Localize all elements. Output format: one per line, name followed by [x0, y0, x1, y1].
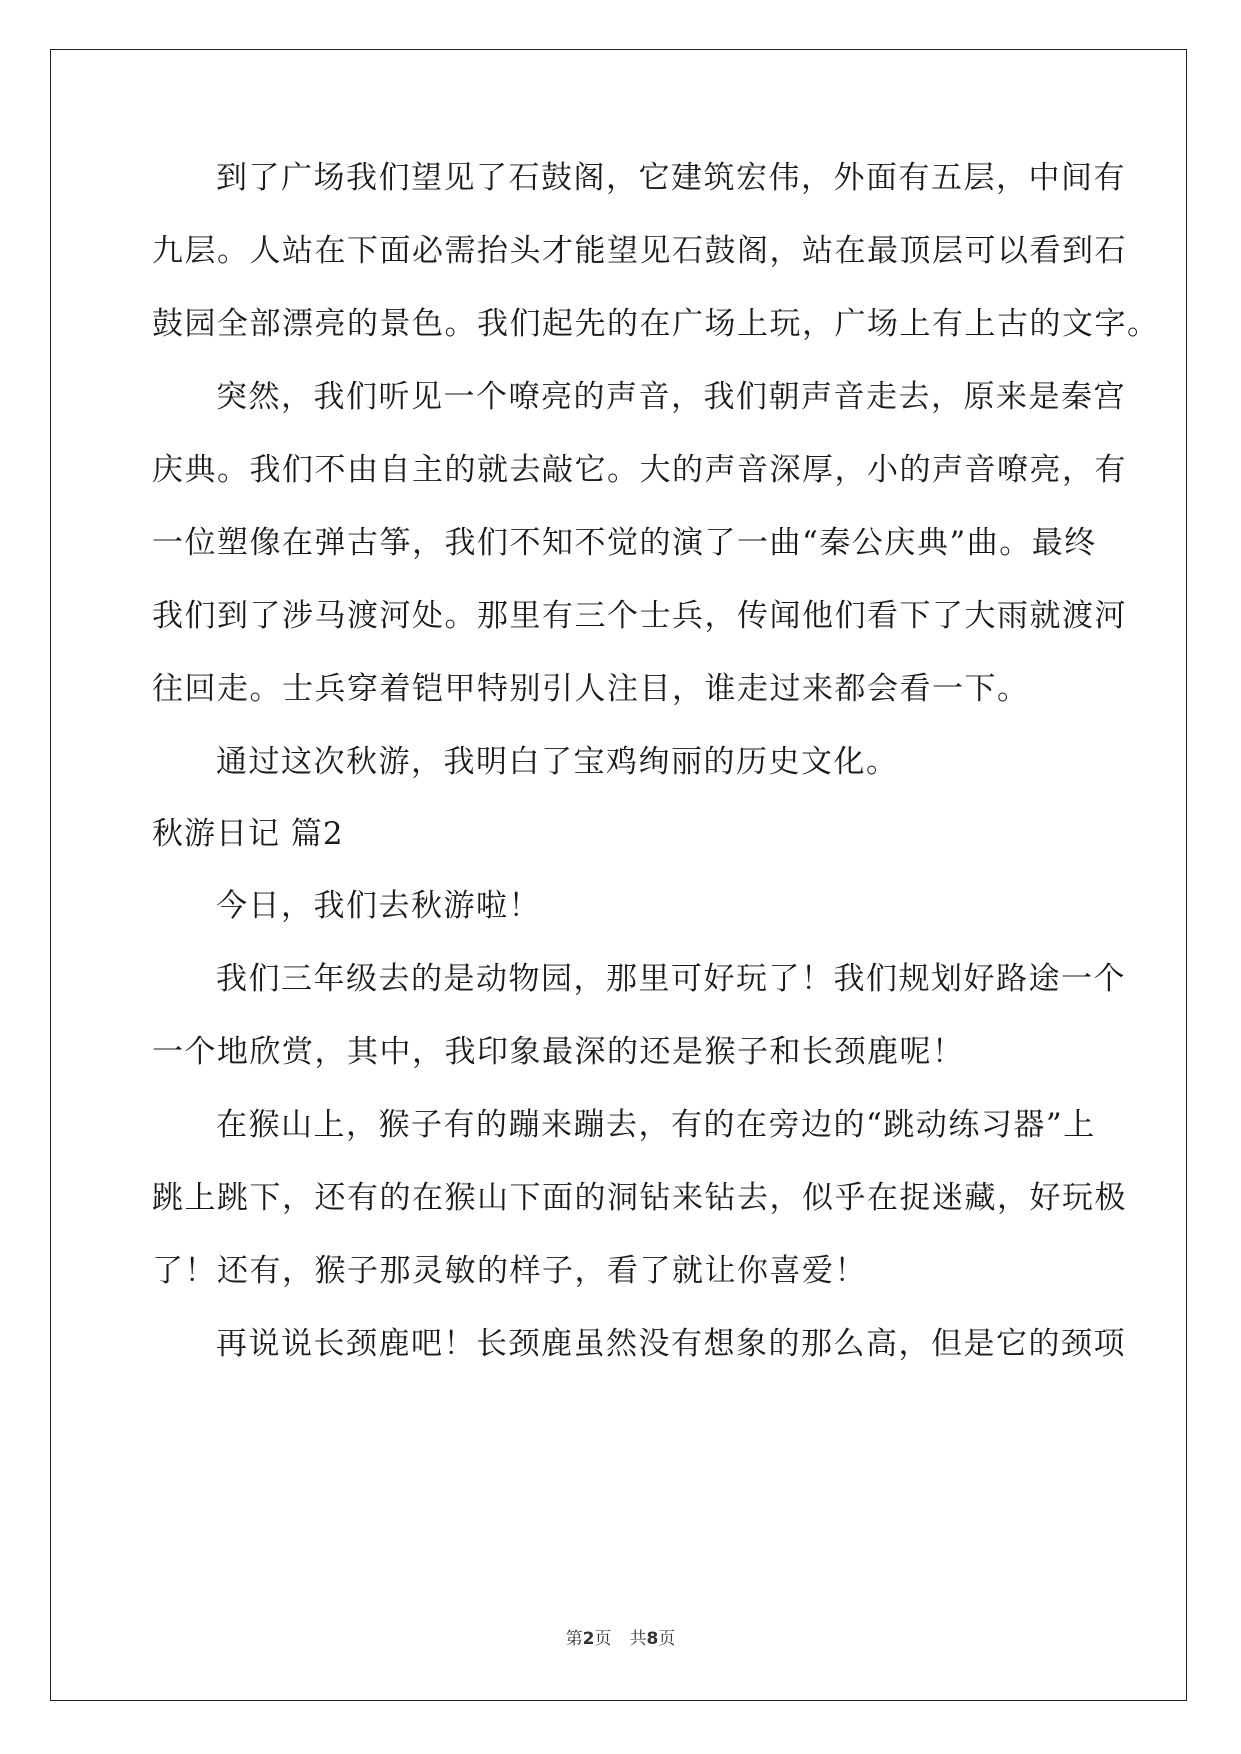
paragraph-line: 鼓园全部漂亮的景色。我们起先的在广场上玩，广场上有上古的文字。	[152, 306, 1160, 342]
page-border	[50, 49, 1187, 1701]
paragraph-line: 我们三年级去的是动物园，那里可好玩了！我们规划好路途一个	[216, 961, 1126, 997]
paragraph-line: 今日，我们去秋游啦！	[216, 888, 541, 924]
footer-prefix: 第	[565, 1629, 583, 1649]
current-page-number: 2	[582, 1629, 595, 1649]
footer-total-suffix: 页	[658, 1629, 676, 1649]
paragraph-line: 再说说长颈鹿吧！长颈鹿虽然没有想象的那么高，但是它的颈项	[216, 1326, 1126, 1362]
page-footer	[0, 1624, 1241, 1649]
paragraph-line: 了！还有，猴子那灵敏的样子，看了就让你喜爱！	[152, 1253, 867, 1289]
paragraph-line: 往回走。士兵穿着铠甲特别引人注目，谁走过来都会看一下。	[152, 671, 1030, 707]
paragraph-line: 通过这次秋游，我明白了宝鸡绚丽的历史文化。	[216, 744, 899, 780]
total-page-count: 8	[646, 1629, 659, 1649]
paragraph-line: 九层。人站在下面必需抬头才能望见石鼓阁，站在最顶层可以看到石	[152, 233, 1127, 269]
paragraph-line: 一个地欣赏，其中，我印象最深的还是猴子和长颈鹿呢！	[152, 1034, 965, 1070]
paragraph-line: 在猴山上，猴子有的蹦来蹦去，有的在旁边的“跳动练习器”上	[216, 1107, 1096, 1143]
paragraph-line: 突然，我们听见一个嘹亮的声音，我们朝声音走去，原来是秦宫	[216, 379, 1126, 415]
paragraph-line: 庆典。我们不由自主的就去敲它。大的声音深厚，小的声音嘹亮，有	[152, 452, 1127, 488]
paragraph-line: 一位塑像在弹古筝，我们不知不觉的演了一曲“秦公庆典”曲。最终	[152, 525, 1097, 561]
footer-page-suffix: 页	[594, 1629, 612, 1649]
paragraph-line: 我们到了涉马渡河处。那里有三个士兵，传闻他们看下了大雨就渡河	[152, 598, 1127, 634]
paragraph-line: 到了广场我们望见了石鼓阁，它建筑宏伟，外面有五层，中间有	[216, 160, 1126, 196]
paragraph-line: 跳上跳下，还有的在猴山下面的洞钻来钻去，似乎在捉迷藏，好玩极	[152, 1180, 1127, 1216]
footer-total-prefix: 共	[629, 1629, 647, 1649]
section-heading: 秋游日记 篇2	[152, 816, 344, 852]
